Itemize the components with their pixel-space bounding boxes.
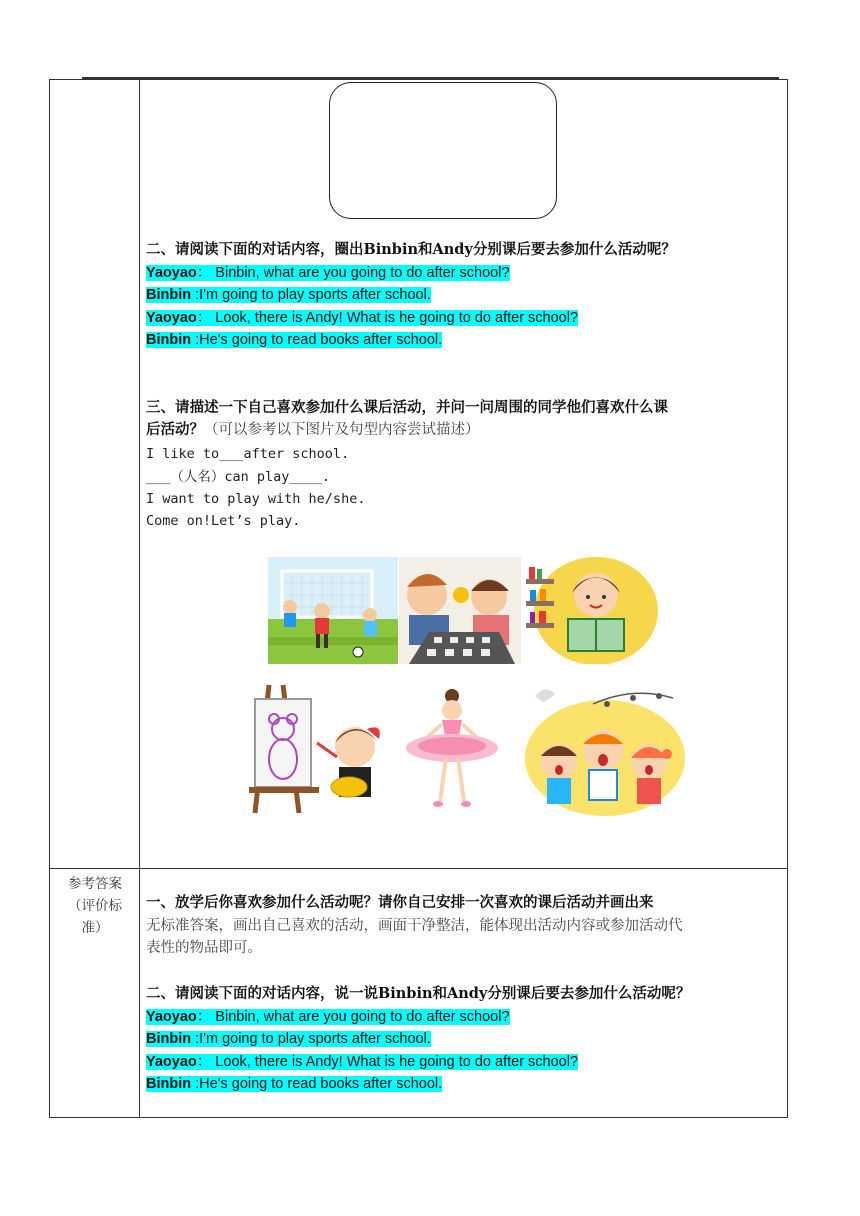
soccer-illustration <box>268 557 398 664</box>
dialog-line: Binbin :I'm going to play sports after school. <box>146 287 431 303</box>
answer1-text: 无标准答案，画出自己喜欢的活动，画面干净整洁，能体现出活动内容或参加活动代 <box>146 918 683 934</box>
answer2-heading: 二、请阅读下面的对话内容，说一说Binbin和Andy分别课后要去参加什么活动呢？ <box>146 985 691 1002</box>
painting-illustration <box>239 683 387 815</box>
section3-heading: 三、请描述一下自己喜欢参加什么课后活动，并问一问周围的同学他们喜欢什么课 <box>146 399 668 416</box>
row-divider <box>49 868 788 869</box>
sentence-pattern: ___（人名）can play____. <box>146 469 331 485</box>
sentence-pattern: Come on!Let’s play. <box>146 513 301 529</box>
section2-heading: 二、请阅读下面的对话内容，圈出Binbin和Andy分别课后要去参加什么活动呢？ <box>146 241 676 258</box>
chess-illustration <box>399 557 521 664</box>
dialog-line: Binbin :He's going to read books after school. <box>146 332 443 348</box>
dialog-line: Yaoyao： Binbin, what are you going to do after school? <box>146 1009 510 1025</box>
drawing-box[interactable] <box>329 82 557 219</box>
answer-label: 参考答案 （评价标 准） <box>68 876 122 936</box>
dialog-line: Yaoyao： Binbin, what are you going to do after school? <box>146 265 510 281</box>
reading-illustration <box>522 557 658 664</box>
section3-heading-cont: 后活动？（可以参考以下图片及句型内容尝试描述） <box>146 421 480 438</box>
answer1-text: 表性的物品即可。 <box>146 940 262 956</box>
dialog-line: Binbin :He's going to read books after school. <box>146 1076 443 1092</box>
sentence-pattern: I want to play with he/she. <box>146 491 366 507</box>
singing-illustration <box>523 674 687 817</box>
dialog-line: Yaoyao： Look, there is Andy! What is he going to do after school? <box>146 1054 579 1070</box>
dialog-line: Yaoyao： Look, there is Andy! What is he going to do after school? <box>146 310 579 326</box>
sentence-pattern: I like to___after school. <box>146 446 350 462</box>
answer1-heading: 一、放学后你喜欢参加什么活动呢？请你自己安排一次喜欢的课后活动并画出来 <box>146 894 654 911</box>
column-divider <box>139 79 140 1118</box>
ballet-illustration <box>404 684 500 812</box>
dialog-line: Binbin :I'm going to play sports after school. <box>146 1031 431 1047</box>
